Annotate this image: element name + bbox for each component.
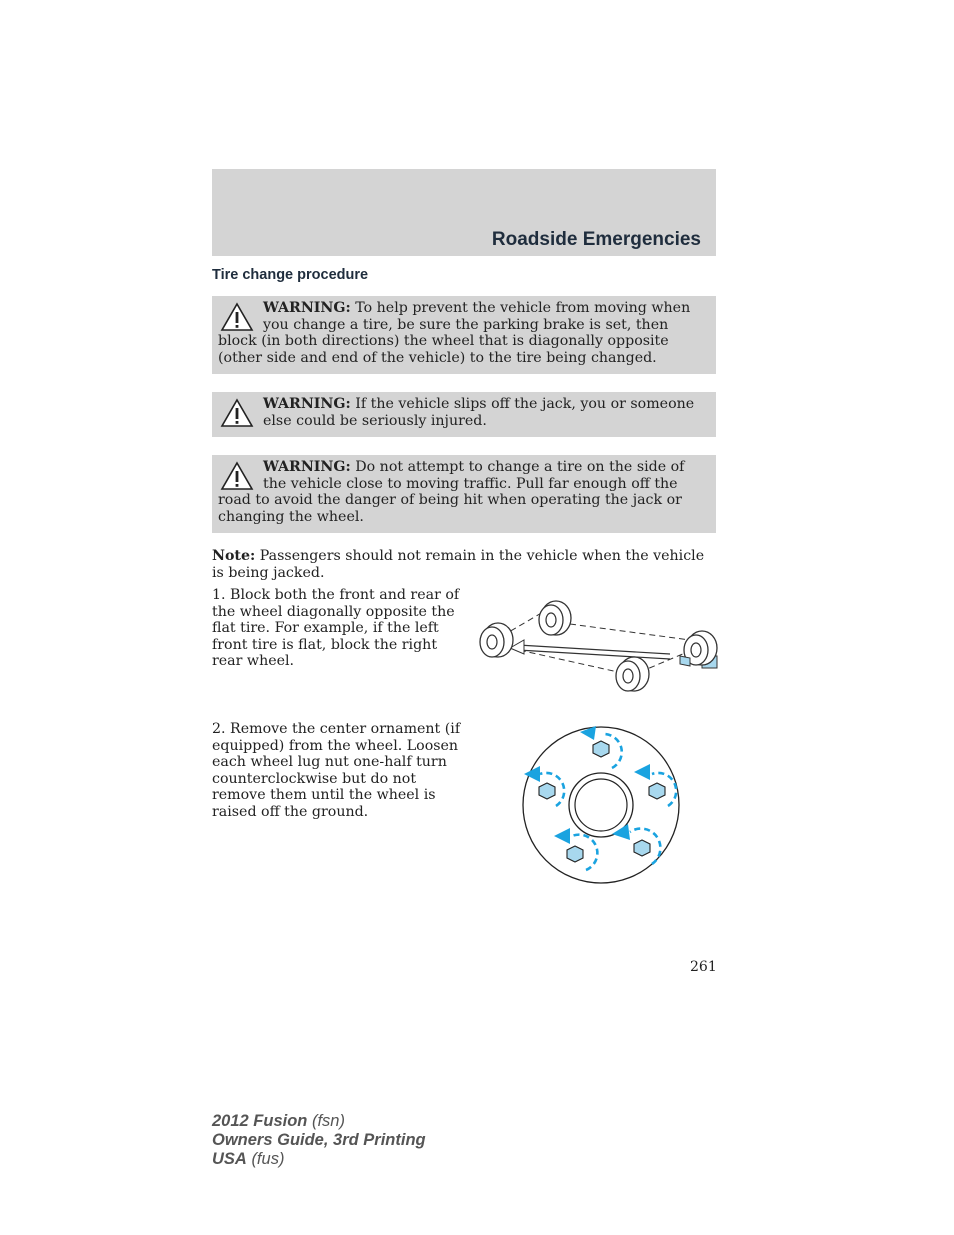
- lug-nut-diagram: [518, 722, 684, 888]
- warning-triangle-icon: [220, 461, 254, 491]
- footer: [212, 1112, 426, 1169]
- footer-region: USA: [212, 1150, 247, 1168]
- warning-label: WARNING:: [263, 300, 351, 316]
- warning-text: To help prevent the vehicle from moving when you change a tire, be sure the parking brake is set, then block (in both directions) the wheel that is diagonally opposite (other side and end of the vehicle) to the tire being changed.: [218, 300, 691, 366]
- warning-triangle-icon: [220, 302, 254, 332]
- tire-front-right: [539, 601, 571, 635]
- warning-label: WARNING:: [263, 459, 351, 475]
- footer-guide: Owners Guide, 3rd Printing: [212, 1131, 426, 1149]
- warning-box-parking-brake: [212, 296, 716, 374]
- lug-nut: [649, 783, 665, 799]
- step-2-text: 2. Remove the center ornament (if equipped) from the wheel. Loosen each wheel lug nut one-half turn counterclockwise but do not remove them until the wheel is raised off the ground.: [212, 721, 461, 820]
- header-band: [212, 169, 716, 256]
- warning-text: Do not attempt to change a tire on the side of the vehicle close to moving traffic. Pull far enough off the road to avoid the danger of being hit when operating the jack or changing the wheel.: [218, 459, 685, 525]
- lug-nut: [539, 783, 555, 799]
- page-number: 261: [690, 959, 717, 975]
- warning-box-jack-slip: [212, 392, 716, 437]
- footer-model-code: (fsn): [311, 1112, 345, 1130]
- section-heading: Tire change procedure: [212, 267, 369, 283]
- lug-nut: [634, 840, 650, 856]
- lug-nut: [593, 741, 609, 757]
- lug-nut: [567, 846, 583, 862]
- tire-rear-right: [680, 631, 717, 668]
- warning-triangle-icon: [220, 398, 254, 428]
- tire-rear-left: [616, 657, 649, 691]
- footer-model: 2012 Fusion: [212, 1112, 308, 1130]
- note-label: Note:: [212, 548, 256, 564]
- warning-text: If the vehicle slips off the jack, you or someone else could be seriously injured.: [263, 396, 695, 429]
- footer-region-code: (fus): [251, 1150, 285, 1168]
- step-1-text: 1. Block both the front and rear of the wheel diagonally opposite the flat tire. For example, if the left front tire is flat, block the right rear wheel.: [212, 587, 460, 669]
- wheel-chock-diagram: [470, 598, 720, 698]
- warning-label: WARNING:: [263, 396, 351, 412]
- note-text: Passengers should not remain in the vehicle when the vehicle is being jacked.: [212, 548, 705, 581]
- page-section-title: Roadside Emergencies: [491, 229, 701, 250]
- note-paragraph: [212, 548, 716, 581]
- tire-front-left: [480, 623, 513, 657]
- warning-box-traffic: [212, 455, 716, 533]
